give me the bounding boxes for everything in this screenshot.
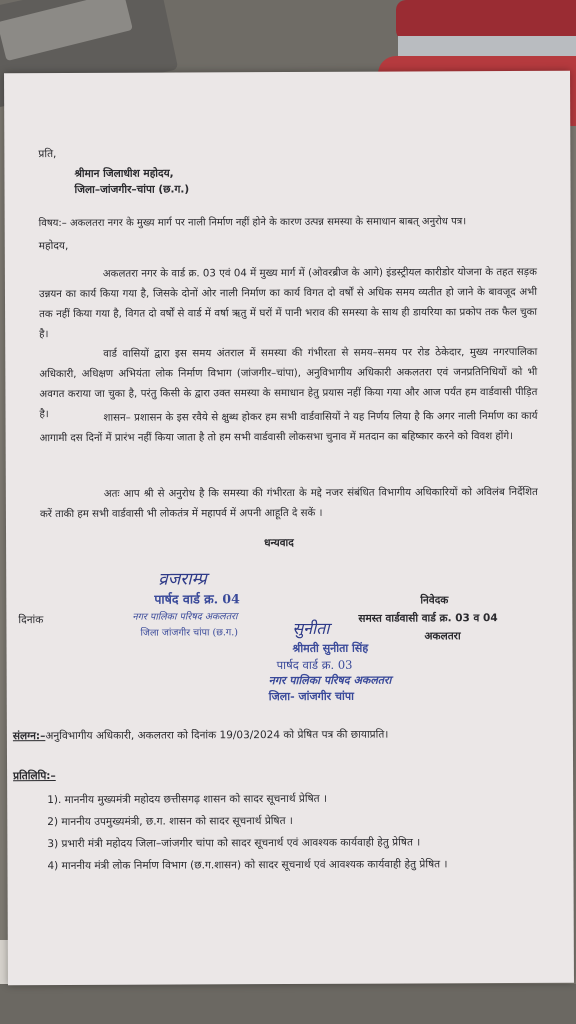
paragraph-4: अतः आप श्री से अनुरोध है कि समस्या की गंभीरता के मद्दे नजर संबंधित विभागीय अधिकारियों को अविलंब निर्देशित करें ताकी हम सभी वार्डवासी भी लोकतंत्र में महापर्व में अपनी आहूति दे सकें । — [39, 486, 538, 521]
stapler-metal — [398, 36, 576, 56]
enclosure-label: संलग्न:– — [12, 730, 46, 743]
ward4-stamp-line3: जिला जांजगीर चांपा (छ.ग.) — [140, 627, 239, 639]
enclosure-text: अनुविभागीय अधिकारी, अकलतरा को दिनांक 19/03/2024 को प्रेषित पत्र की छायाप्रति। — [45, 728, 389, 743]
ward3-stamp-line3: नगर पालिका परिषद अकलतरा — [268, 673, 392, 688]
ward4-signature: व्रजराम्प्र — [158, 569, 207, 590]
desk-bottom — [0, 984, 576, 1024]
date-label: दिनांक — [18, 614, 44, 627]
greeting: महोदय, — [38, 239, 69, 253]
paragraph-1: अकलतरा नगर के वार्ड क्र. 03 एवं 04 में मुख्य मार्ग में (ओवरब्रीज के आगे) इंडस्ट्रीयल कारीडोर योजना के तहत सड़क उन्नयन का कार्य किया गया है, जिसके दोनों ओर नाली निर्माण का कार्य विगत दो वर्षों से अधिक समय व्यतीत हो जाने के बावजूद अभी तक नहीं किया गया है, विगत दो वर्षों से वार्ड में वर्षा ऋतु में घरों में पानी भराव की समस्या के साथ ही डायरिया का प्रकोप तक फैल चुका है। — [38, 266, 538, 341]
ward3-stamp-line4: जिला- जांजगीर चांपा — [268, 689, 354, 704]
copy-item: 4) माननीय मंत्री लोक निर्माण विभाग (छ.ग.शासन) को सादर सूचनार्थ एवं आवश्यक कार्यवाही हेतु प्रेषित । — [47, 858, 448, 873]
ward3-signature: सुनीता — [292, 618, 330, 638]
subject-line: विषय:– अकलतरा नगर के मुख्य मार्ग पर नाली निर्माण नहीं होने के कारण उत्पन्न समस्या के समाधान बाबत् अनुरोध पत्र। — [38, 216, 467, 230]
copy-item: 1). माननीय मुख्यमंत्री महोदय छत्तीसगढ़ शासन को सादर सूचनार्थ प्रेषित । — [47, 792, 327, 807]
paragraph-3: शासन– प्रशासन के इस रवैये से क्षुब्ध होकर हम सभी वार्डवासियों ने यह निर्णय लिया है कि अगर नाली निर्माण का कार्य आगामी दस दिनों में प्रारंभ नहीं किया जाता है तो हम सभी वार्डवासी लोकसभा चुनाव में मतदान का बहिष्कार करने को विवश होंगे। — [39, 410, 538, 445]
recipient-title: श्रीमान जिलाधीश महोदय, — [74, 167, 174, 180]
copy-item: 3) प्रभारी मंत्री महोदय जिला–जांजगीर चांपा को सादर सूचनार्थ एवं आवश्यक कार्यवाही हेतु प्रेषित । — [47, 836, 421, 851]
copy-item: 2) माननीय उपमुख्यमंत्री, छ.ग. शासन को सादर सूचनार्थ प्रेषित । — [47, 814, 293, 829]
ward4-stamp-line1: पार्षद वार्ड क्र. 04 — [154, 591, 240, 607]
applicant-place: अकलतरा — [424, 630, 461, 643]
applicant-label: निवेदक — [420, 594, 449, 607]
thanks: धन्यवाद — [264, 536, 294, 550]
ward3-stamp-line1: श्रीमती सुनीता सिंह — [292, 641, 369, 655]
copy-label: प्रतिलिपि:– — [13, 770, 56, 783]
ward4-stamp-line2: नगर पालिका परिषद अकलतरा — [132, 611, 238, 623]
paragraph-2: वार्ड वासियों द्वारा इस समय अंतराल में समस्या की गंभीरता से समय–समय पर रोड ठेकेदार, मुख्य नगरपालिका अधिकारी, अधिक्षण अभियंता लोक निर्माण विभाग (जांजगीर–चांपा), अनुविभागीय अधिकारी अकलतरा एवं जनप्रतिनिधियों को भी अवगत कराया जा चुका है, परंतु किसी के द्वारा उक्त समस्या के समाधान हेतु प्रयास नहीं किया गया और आज पर्यंत हम वार्डवासी पीड़ित है। — [39, 346, 538, 421]
ward3-stamp-line2: पार्षद वार्ड क्र. 03 — [276, 657, 353, 673]
letter-page — [4, 71, 574, 985]
enclosure — [13, 728, 388, 744]
recipient-district: जिला–जांजगीर–चांपा (छ.ग.) — [74, 183, 190, 196]
salutation-to: प्रति, — [38, 148, 57, 161]
applicant-name: समस्त वार्डवासी वार्ड क्र. 03 व 04 — [358, 612, 498, 625]
